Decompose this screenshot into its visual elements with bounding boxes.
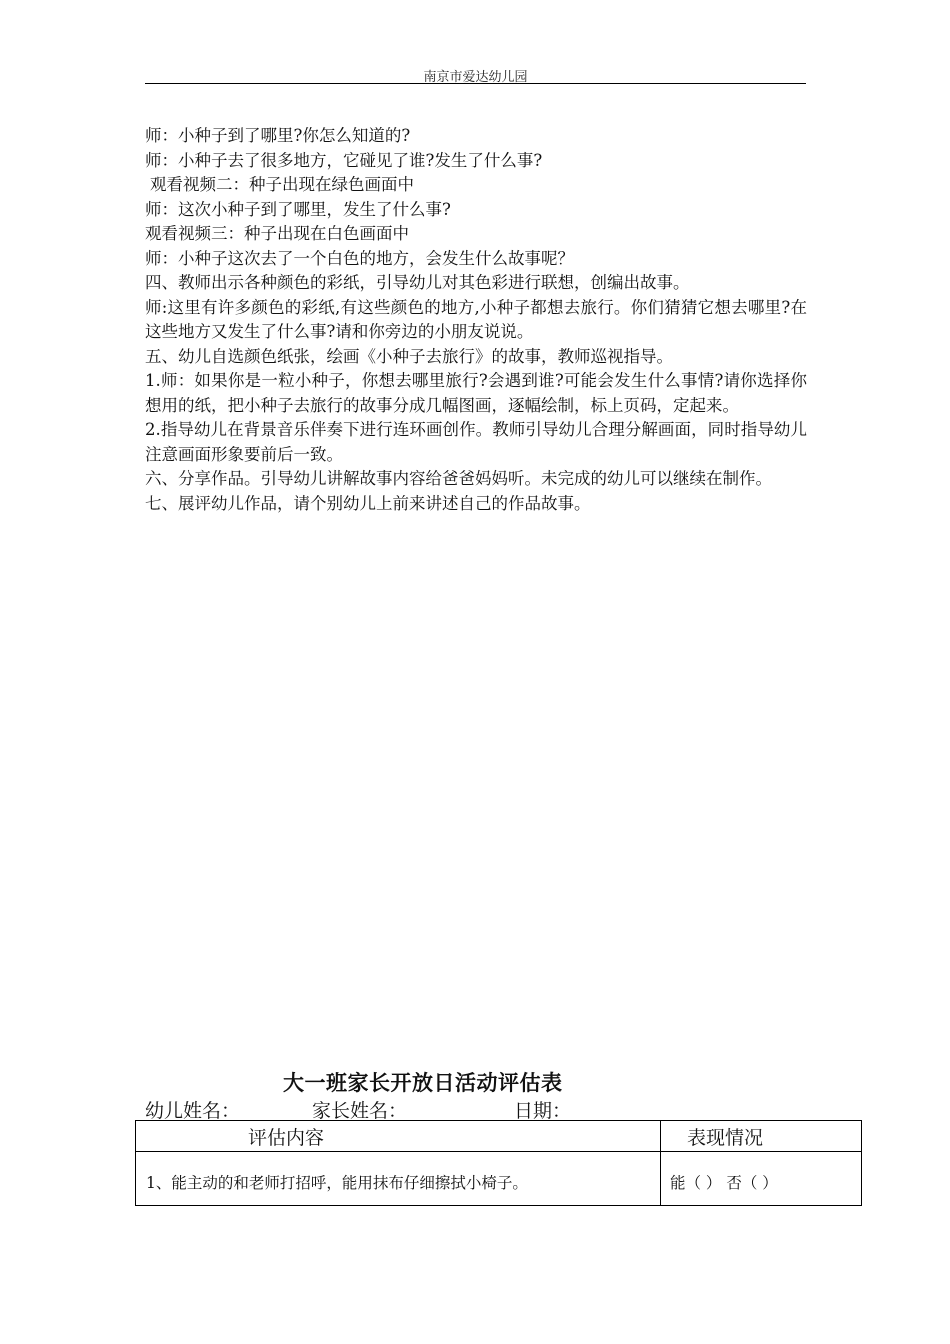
paragraph: 观看视频二：种子出现在绿色画面中 xyxy=(150,175,414,194)
paragraph: 六、分享作品。引导幼儿讲解故事内容给爸爸妈妈听。未完成的幼儿可以继续在制作。 xyxy=(145,469,772,488)
content-cell: 1、能主动的和老师打招呼，能用抹布仔细擦拭小椅子。 xyxy=(136,1152,661,1206)
paragraph: 五、幼儿自选颜色纸张，绘画《小种子去旅行》的故事，教师巡视指导。 xyxy=(145,346,673,366)
parent-name-label: 家长姓名： xyxy=(312,1100,408,1122)
paragraph: 师：小种子到了哪里?你怎么知道的? xyxy=(145,126,411,145)
performance-cell: 能（ ） 否（ ） xyxy=(661,1152,862,1206)
evaluation-table xyxy=(135,1120,862,1206)
header-content-label: 评估内容 xyxy=(248,1126,325,1149)
header-cell xyxy=(661,1121,862,1152)
page-header: 南京市爱达幼儿园 xyxy=(423,70,528,85)
table-header-row xyxy=(136,1121,862,1152)
paragraph: 2.指导幼儿在背景音乐伴奏下进行连环画创作。教师引导幼儿合理分解画面，同时指导幼儿注意画面形象要前后一致。 xyxy=(145,420,807,464)
paragraph: 师：小种子去了很多地方，它碰见了谁?发生了什么事? xyxy=(145,150,543,170)
paragraph: 师：这次小种子到了哪里，发生了什么事? xyxy=(145,199,451,219)
paragraph: 师：小种子这次去了一个白色的地方，会发生什么故事呢？ xyxy=(145,248,574,268)
lesson-body xyxy=(145,124,807,516)
date-label: 日期： xyxy=(514,1100,572,1122)
paragraph: 观看视频三：种子出现在白色画面中 xyxy=(145,224,409,243)
header-performance-label: 表现情况 xyxy=(687,1126,764,1149)
header-rule xyxy=(145,83,806,84)
header-cell xyxy=(136,1121,661,1152)
form-title: 大一班家长开放日活动评估表 xyxy=(283,1070,563,1095)
table-row xyxy=(136,1152,862,1206)
child-name-label: 幼儿姓名： xyxy=(145,1100,241,1122)
paragraph: 七、展评幼儿作品，请个别幼儿上前来讲述自己的作品故事。 xyxy=(145,493,591,513)
form-fields-row xyxy=(145,1096,571,1123)
paragraph: 四、教师出示各种颜色的彩纸，引导幼儿对其色彩进行联想，创编出故事。 xyxy=(145,273,690,292)
paragraph: 1.师：如果你是一粒小种子，你想去哪里旅行?会遇到谁?可能会发生什么事情?请你选择你想用的纸，把小种子去旅行的故事分成几幅图画，逐幅绘制，标上页码，定起来。 xyxy=(145,371,807,415)
paragraph: 师:这里有许多颜色的彩纸,有这些颜色的地方,小种子都想去旅行。你们猜猜它想去哪里?在这些地方又发生了什么事?请和你旁边的小朋友说说。 xyxy=(145,297,807,341)
